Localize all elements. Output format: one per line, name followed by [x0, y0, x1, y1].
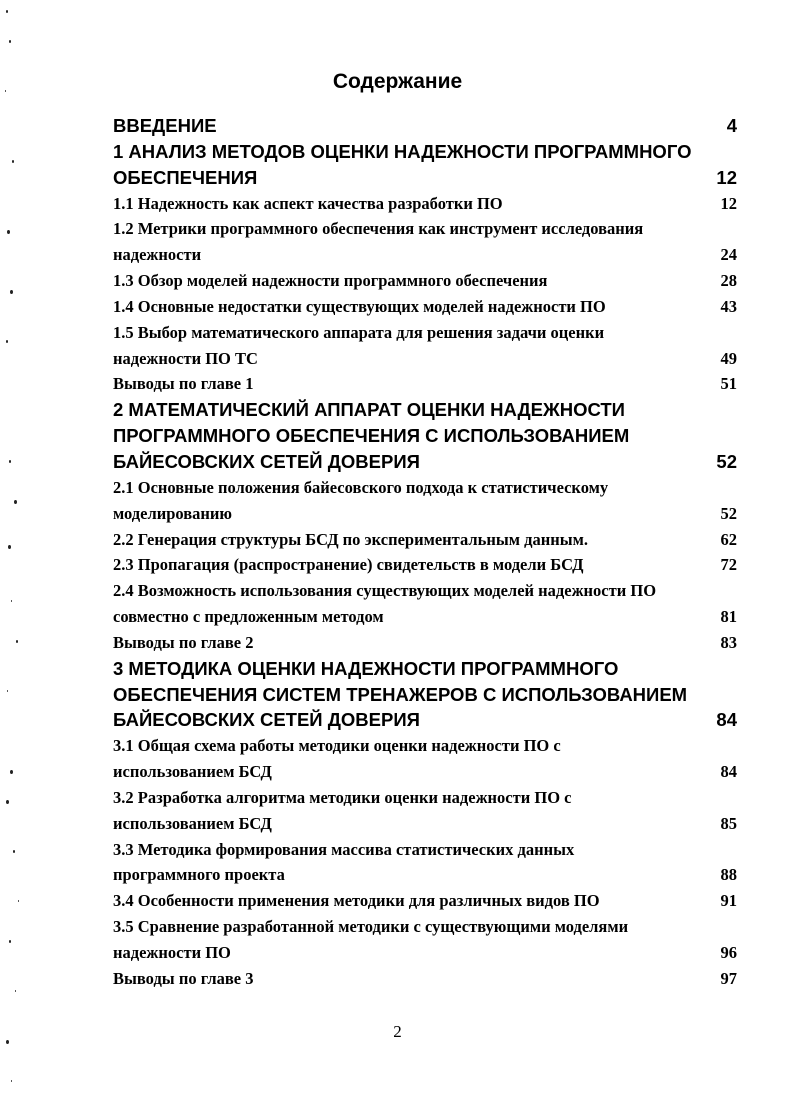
toc-entry-page: 84 [716, 709, 737, 731]
toc-entry [113, 785, 737, 811]
toc-entry-page: 52 [720, 503, 737, 523]
scan-speck [11, 600, 12, 602]
toc-entry [113, 656, 737, 682]
toc-entry-title: 1.5 Выбор математического аппарата для решения задачи оценки [113, 322, 605, 342]
toc-entry-title: 1.1 Надежность как аспект качества разработки ПО [113, 193, 503, 213]
toc-entry-title: ВВЕДЕНИЕ [113, 115, 217, 136]
toc-entry-title: совместно с предложенным методом [113, 607, 384, 627]
toc-entry-title: 2.1 Основные положения байесовского подхода к статистическому [113, 477, 609, 497]
toc-entry [113, 423, 737, 449]
toc-entry-page: 88 [720, 865, 737, 885]
toc-entry-title: 1 АНАЛИЗ МЕТОДОВ ОЦЕНКИ НАДЕЖНОСТИ ПРОГРАММНОГО [113, 140, 692, 162]
toc-entry-title: использованием БСД [113, 813, 272, 833]
scan-speck [9, 940, 11, 943]
toc-entry [113, 501, 737, 527]
toc-entry-title: Выводы по главе 1 [113, 374, 254, 394]
toc-entry-title: 3.3 Методика формирования массива статистических данных [113, 839, 575, 859]
toc-entry-title: 1.3 Обзор моделей надежности программного обеспечения [113, 271, 548, 291]
toc-entry [113, 449, 737, 475]
toc-entry [113, 888, 737, 914]
toc-entry [113, 940, 737, 966]
scan-speck [15, 990, 16, 992]
toc-entry-page: 49 [720, 348, 737, 368]
toc-entry-title: Выводы по главе 3 [113, 968, 254, 988]
page-number: 2 [393, 1022, 402, 1041]
toc-entry-page: 51 [720, 374, 737, 394]
scan-speck [11, 1080, 12, 1082]
toc-entry [113, 242, 737, 268]
scan-speck [9, 40, 11, 43]
toc-entry-page: 84 [720, 762, 737, 782]
scan-speck [6, 340, 8, 343]
toc-entry-title: БАЙЕСОВСКИХ СЕТЕЙ ДОВЕРИЯ [113, 709, 420, 731]
toc-entry-page: 85 [720, 813, 737, 833]
toc-entry-page: 12 [720, 193, 737, 213]
toc-entry [113, 320, 737, 346]
toc-entry [113, 346, 737, 372]
toc-entry [113, 216, 737, 242]
toc-entry [113, 862, 737, 888]
scan-speck [9, 460, 11, 463]
toc-entry-page: 83 [720, 632, 737, 652]
toc-entry-title: моделированию [113, 503, 233, 523]
toc-entry-title: 3.1 Общая схема работы методики оценки надежности ПО с [113, 736, 561, 756]
toc-entry-title: 1.2 Метрики программного обеспечения как инструмент исследования [113, 219, 644, 239]
scan-speck [18, 900, 19, 902]
toc-entry-title: 1.4 Основные недостатки существующих моделей надежности ПО [113, 296, 606, 316]
toc-entry-page: 91 [720, 891, 737, 911]
toc-entry-title: 3 МЕТОДИКА ОЦЕНКИ НАДЕЖНОСТИ ПРОГРАММНОГО [113, 657, 619, 679]
toc-entry-page: 96 [720, 943, 737, 962]
toc-entry [113, 371, 737, 397]
toc-entry-title: ОБЕСПЕЧЕНИЯ [113, 166, 258, 188]
scan-speck [10, 290, 13, 294]
toc-entry-title: программного проекта [113, 865, 285, 885]
toc-entry-title: 3.2 Разработка алгоритма методики оценки надежности ПО с [113, 787, 572, 807]
scan-speck [14, 500, 17, 504]
scan-speck [6, 10, 8, 13]
toc-entry-page: 28 [720, 271, 737, 291]
toc-entry-page: 81 [720, 607, 737, 627]
toc-entry [113, 811, 737, 837]
toc-entry-page: 97 [720, 968, 737, 988]
toc-entry-page: 12 [716, 166, 737, 188]
toc-entry-page: 43 [720, 296, 737, 316]
toc-entry [113, 397, 737, 423]
toc-entry [113, 475, 737, 501]
toc-entry [113, 914, 737, 940]
toc-entry [113, 837, 737, 863]
toc-entry [113, 682, 737, 708]
scan-speck [12, 160, 14, 163]
toc-entry-title: надежности ПО ТС [113, 348, 258, 368]
scan-margin-artifacts [0, 0, 70, 1119]
page-title: Содержание [332, 70, 463, 93]
scan-speck [7, 230, 10, 234]
toc-entry [113, 165, 737, 191]
toc-entry [113, 191, 737, 217]
scan-speck [13, 850, 15, 853]
toc-entry [113, 527, 737, 553]
toc-entry [113, 759, 737, 785]
toc-entry [113, 707, 737, 733]
scan-speck [8, 545, 11, 549]
toc-entry [113, 630, 737, 656]
toc-entry-page: 72 [720, 555, 737, 575]
toc-entry-title: 2.3 Пропагация (распространение) свидетельств в модели БСД [113, 555, 584, 575]
toc-entry [113, 113, 737, 139]
toc-entry-title: использованием БСД [113, 762, 272, 782]
toc-entry [113, 139, 737, 165]
scan-speck [6, 800, 9, 804]
toc-entry [113, 578, 737, 604]
toc-entry-title: ПРОГРАММНОГО ОБЕСПЕЧЕНИЯ С ИСПОЛЬЗОВАНИЕМ [113, 425, 630, 447]
scan-speck [7, 690, 8, 692]
scan-speck [16, 640, 18, 643]
toc-entry [113, 604, 737, 630]
toc-entry-title: надежности [113, 245, 202, 265]
toc-entry-title: 3.4 Особенности применения методики для различных видов ПО [113, 891, 600, 911]
toc-entry [113, 733, 737, 759]
scan-speck [10, 770, 13, 774]
table-of-contents [113, 113, 737, 992]
toc-entry-title: 3.5 Сравнение разработанной методики с существующими моделями [113, 917, 629, 937]
toc-entry-title: ОБЕСПЕЧЕНИЯ СИСТЕМ ТРЕНАЖЕРОВ С ИСПОЛЬЗОВАНИЕМ [113, 683, 688, 705]
toc-entry-title: надежности ПО [113, 943, 231, 962]
toc-entry-title: Выводы по главе 2 [113, 632, 254, 652]
toc-entry [113, 294, 737, 320]
toc-entry-page: 62 [720, 529, 737, 549]
toc-entry [113, 268, 737, 294]
toc-entry-title: 2.4 Возможность использования существующих моделей надежности ПО [113, 581, 657, 601]
toc-entry [113, 966, 737, 992]
toc-entry [113, 552, 737, 578]
toc-entry-title: 2 МАТЕМАТИЧЕСКИЙ АППАРАТ ОЦЕНКИ НАДЕЖНОСТИ [113, 399, 625, 421]
toc-entry-title: БАЙЕСОВСКИХ СЕТЕЙ ДОВЕРИЯ [113, 450, 420, 472]
toc-entry-title: 2.2 Генерация структуры БСД по экспериментальным данным. [113, 529, 588, 549]
toc-entry-page: 4 [726, 115, 737, 136]
toc-entry-page: 52 [716, 450, 737, 472]
toc-entry-page: 24 [720, 245, 737, 265]
